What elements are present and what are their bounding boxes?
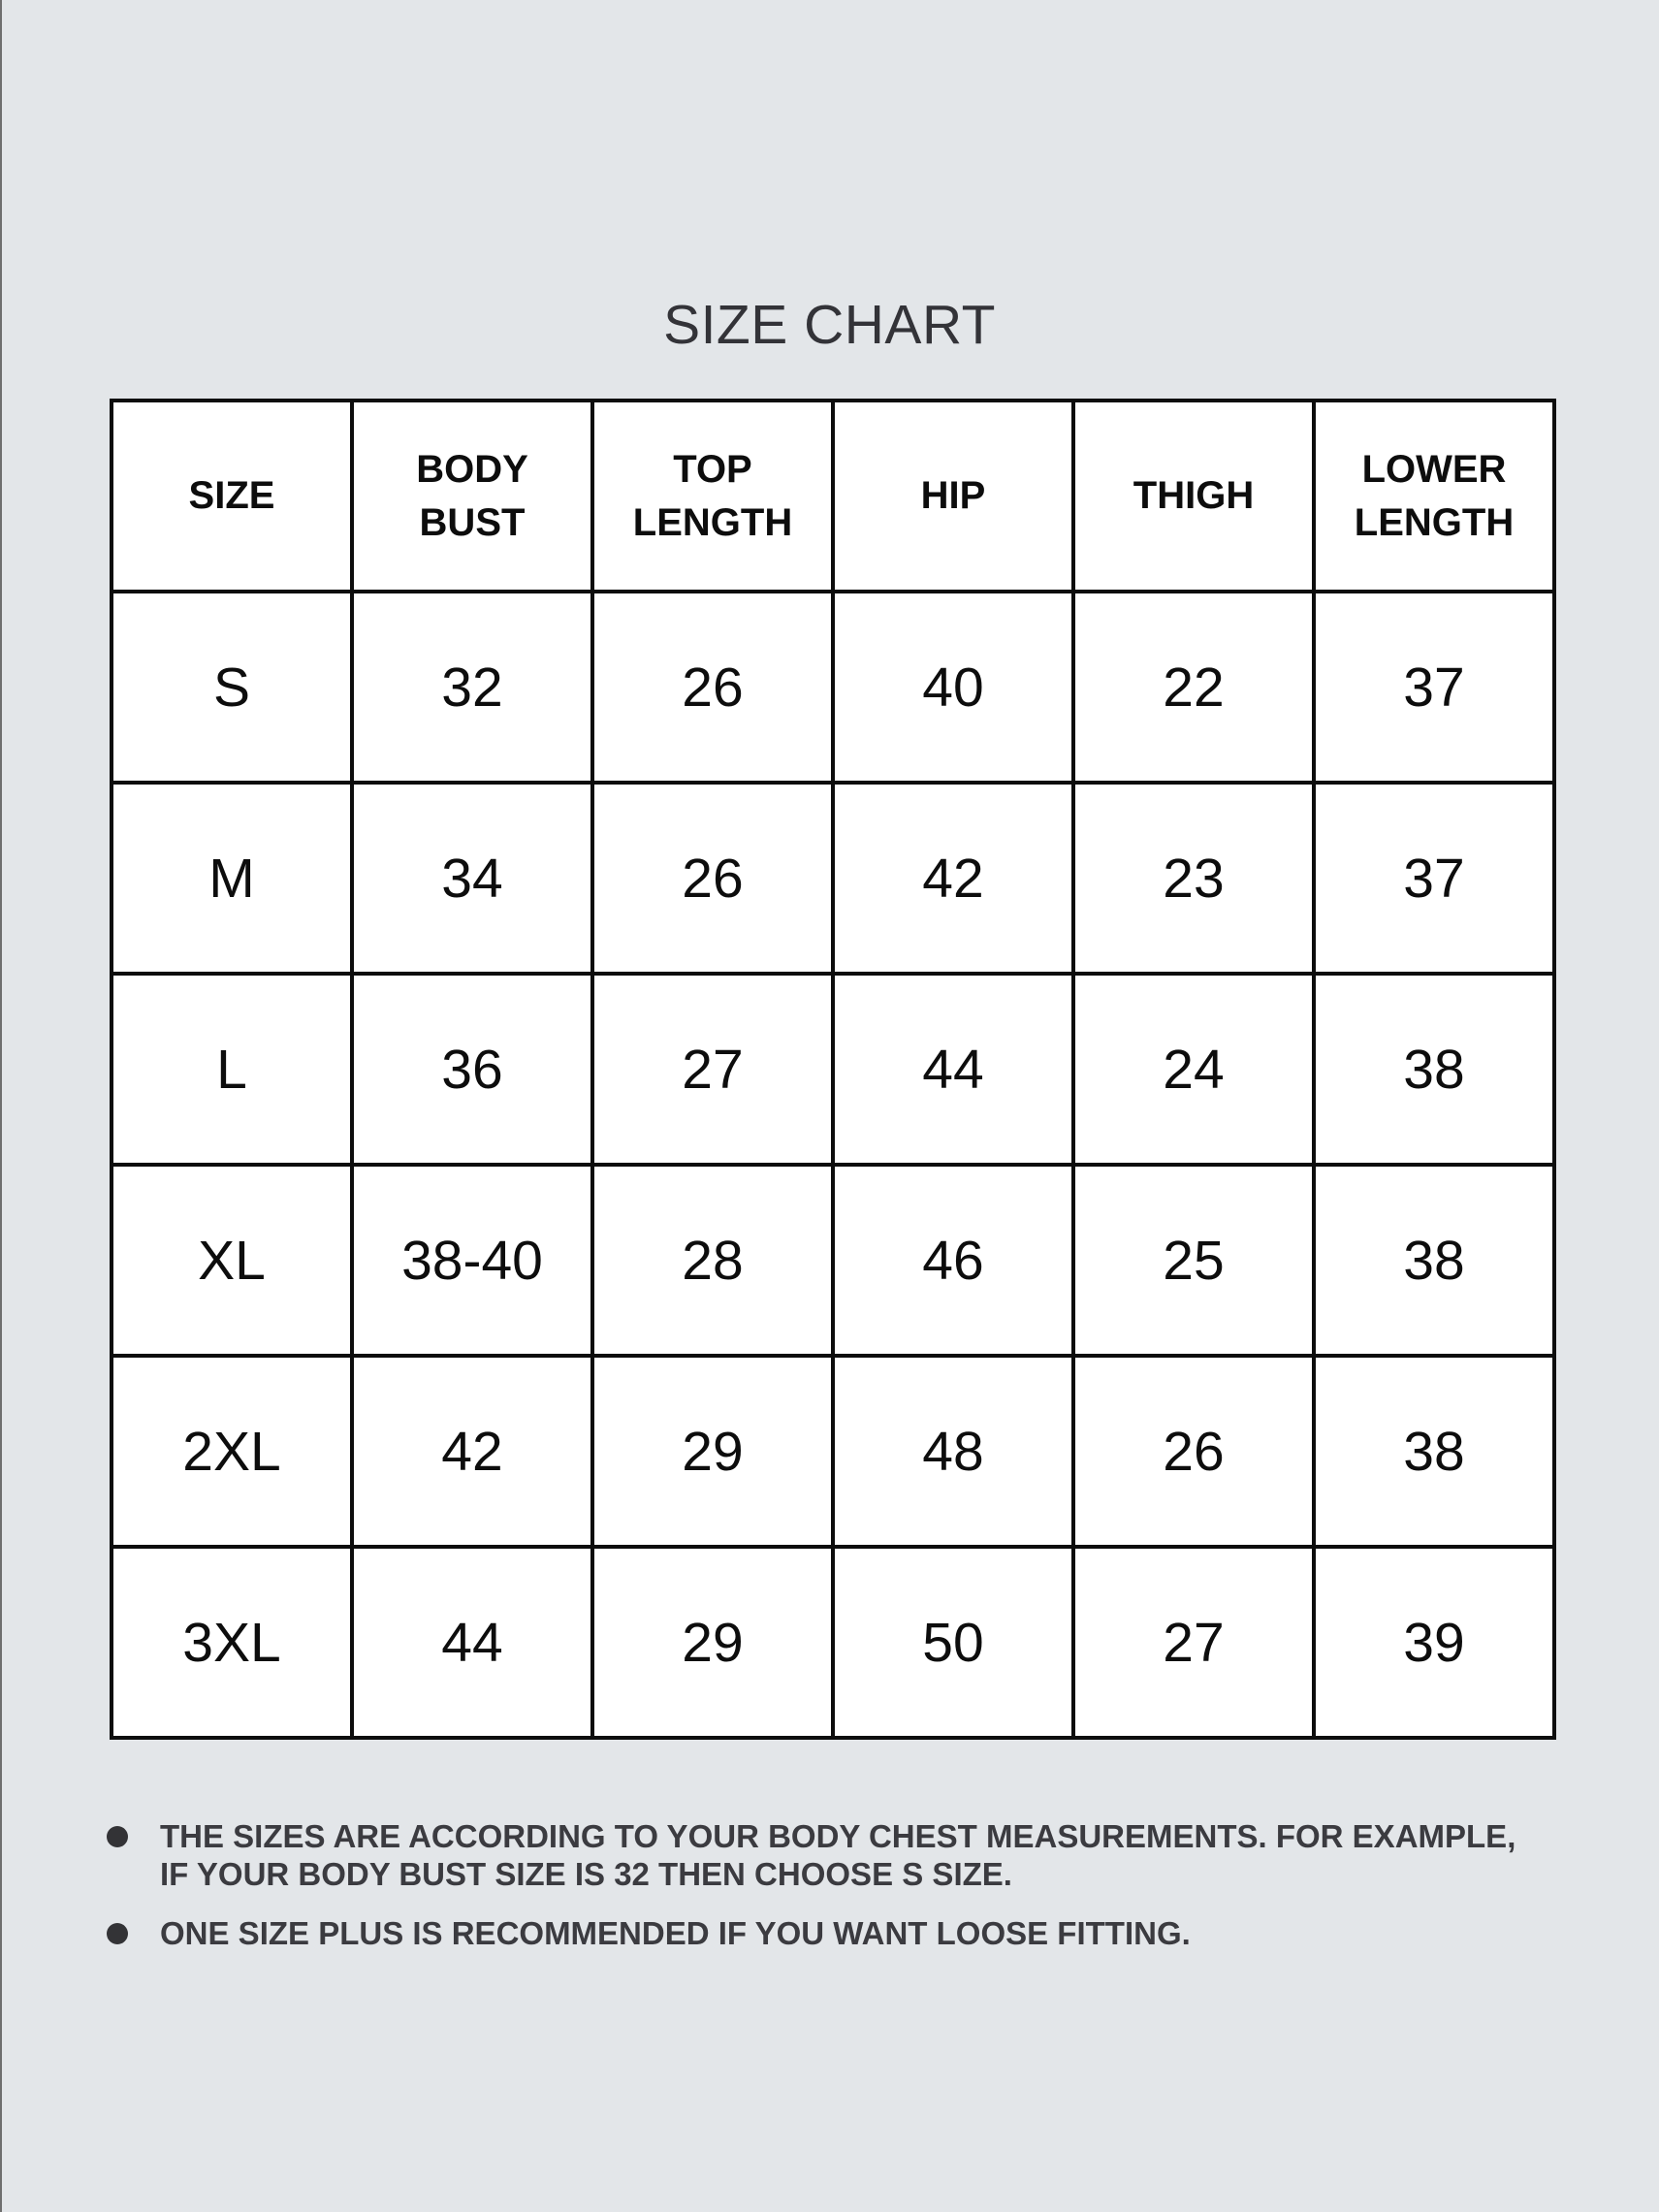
cell-size: S [112, 592, 352, 783]
cell-thigh: 22 [1073, 592, 1314, 783]
header-body-bust: BODY BUST [352, 401, 592, 592]
cell-size: XL [112, 1165, 352, 1356]
cell-lower-length: 38 [1314, 974, 1554, 1165]
notes-list [0, 1817, 1659, 1973]
header-top-length: TOP LENGTH [592, 401, 833, 592]
table-row [112, 783, 1554, 974]
cell-thigh: 23 [1073, 783, 1314, 974]
cell-body-bust: 36 [352, 974, 592, 1165]
cell-top-length: 26 [592, 592, 833, 783]
cell-body-bust: 34 [352, 783, 592, 974]
cell-body-bust: 32 [352, 592, 592, 783]
cell-size: 3XL [112, 1547, 352, 1738]
table-row [112, 1165, 1554, 1356]
bullet-dot-icon [107, 1923, 128, 1944]
cell-lower-length: 38 [1314, 1165, 1554, 1356]
header-lower-length: LOWER LENGTH [1314, 401, 1554, 592]
cell-size: 2XL [112, 1356, 352, 1547]
cell-top-length: 26 [592, 783, 833, 974]
table-row [112, 1547, 1554, 1738]
cell-top-length: 29 [592, 1356, 833, 1547]
bullet-dot-icon [107, 1826, 128, 1847]
cell-hip: 44 [833, 974, 1073, 1165]
cell-hip: 40 [833, 592, 1073, 783]
cell-hip: 50 [833, 1547, 1073, 1738]
cell-body-bust: 42 [352, 1356, 592, 1547]
note-item: THE SIZES ARE ACCORDING TO YOUR BODY CHEST MEASUREMENTS. FOR EXAMPLE, IF YOUR BODY BUST SIZE IS 32 THEN CHOOSE S SIZE. [0, 1817, 1659, 1893]
cell-top-length: 27 [592, 974, 833, 1165]
cell-hip: 48 [833, 1356, 1073, 1547]
cell-top-length: 29 [592, 1547, 833, 1738]
cell-lower-length: 39 [1314, 1547, 1554, 1738]
cell-lower-length: 37 [1314, 592, 1554, 783]
cell-size: M [112, 783, 352, 974]
cell-hip: 42 [833, 783, 1073, 974]
table-row [112, 1356, 1554, 1547]
cell-hip: 46 [833, 1165, 1073, 1356]
page-title: SIZE CHART [663, 294, 996, 356]
cell-thigh: 26 [1073, 1356, 1314, 1547]
cell-thigh: 24 [1073, 974, 1314, 1165]
cell-lower-length: 37 [1314, 783, 1554, 974]
header-hip: HIP [833, 401, 1073, 592]
cell-thigh: 25 [1073, 1165, 1314, 1356]
table-row [112, 592, 1554, 783]
table-header-row [112, 401, 1554, 592]
cell-thigh: 27 [1073, 1547, 1314, 1738]
size-chart-table [110, 399, 1556, 1740]
cell-body-bust: 44 [352, 1547, 592, 1738]
cell-top-length: 28 [592, 1165, 833, 1356]
note-item: ONE SIZE PLUS IS RECOMMENDED IF YOU WANT LOOSE FITTING. [0, 1914, 1659, 1952]
header-thigh: THIGH [1073, 401, 1314, 592]
table-row [112, 974, 1554, 1165]
header-size: SIZE [112, 401, 352, 592]
cell-lower-length: 38 [1314, 1356, 1554, 1547]
cell-body-bust: 38-40 [352, 1165, 592, 1356]
cell-size: L [112, 974, 352, 1165]
